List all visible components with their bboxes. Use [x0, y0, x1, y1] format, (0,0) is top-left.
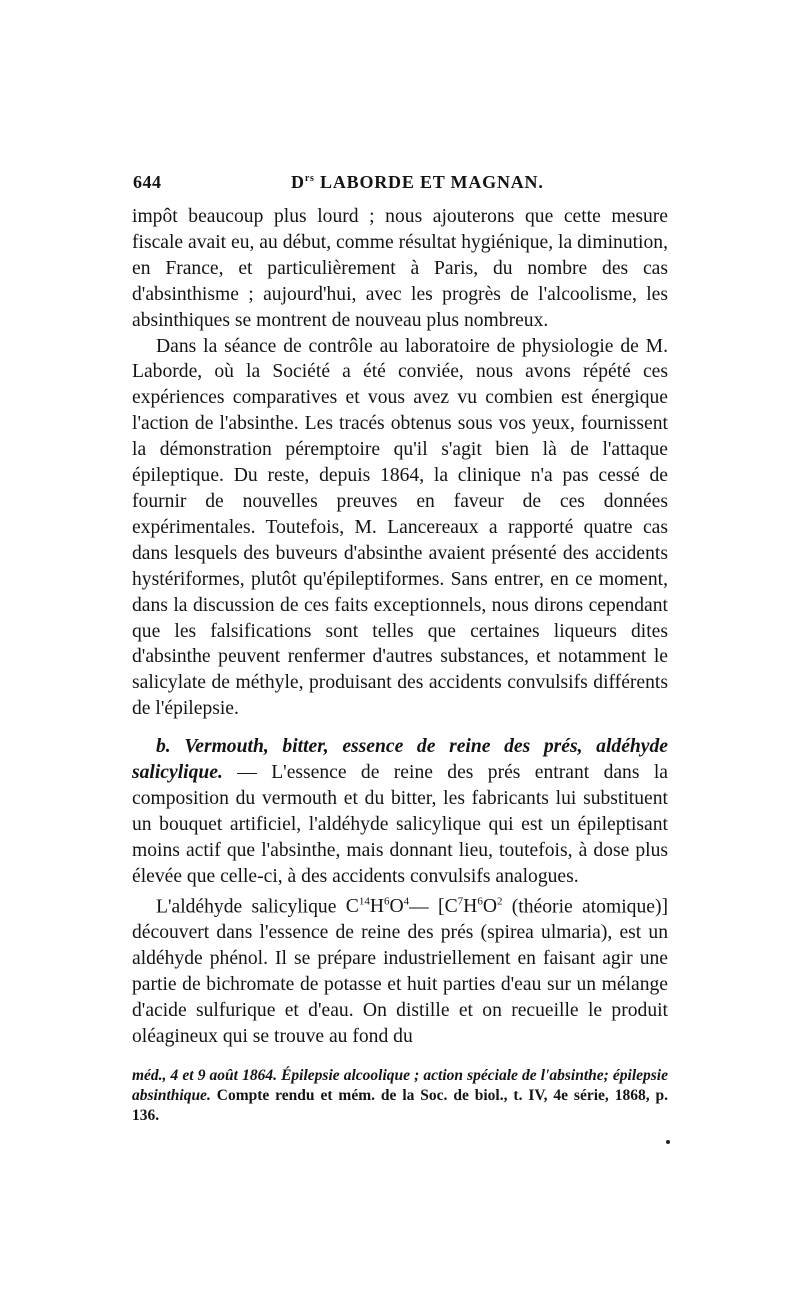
author-names: LABORDE ET MAGNAN.	[314, 172, 544, 192]
footnote-citation: Compte rendu et mém. de la Soc. de biol., t. IV, 4e série, 1868, p. 136.	[132, 1087, 668, 1124]
paragraph-3	[132, 734, 668, 889]
page-number: 644	[133, 172, 162, 192]
paragraph-4	[132, 890, 668, 1050]
chemical-formula-old: $C^{14}H^6O^4$	[345, 895, 410, 918]
ink-speck	[666, 1140, 670, 1144]
main-text	[132, 204, 668, 1050]
chemical-formula-atomic: $C^7H^6O^2$	[444, 895, 503, 918]
formula-note: (théorie atomique)]	[502, 896, 668, 918]
footnote-journal: méd., 4 et 9 août 1864.	[132, 1067, 282, 1084]
paragraph-2: Dans la séance de contrôle au laboratoire de physiologie de M. Laborde, où la Société a été conviée, nous avons répété ces expériences comparatives et vous avez vu combien est énergique l'action de l'absinthe. Les tracés obtenus sous vos yeux, fournissent la démonstration péremptoire qu'il s'agit bien là de l'attaque épileptique. Du reste, depuis 1864, la clinique n'a pas cessé de fournir de nouvelles preuves en faveur de ces données expérimentales. Toutefois, M. Lancereaux a rapporté quatre cas dans lesquels des buveurs d'absinthe avaient présenté des accidents hystériformes, plutôt qu'épileptiformes. Sans entrer, en ce moment, dans la discussion de ces faits exceptionnels, nous dirons cependant que les falsifications sont telles que certaines liqueurs dites d'absinthe peuvent renfermer d'autres substances, et notamment le salicylate de méthyle, produisant des accidents convulsifs différents de l'épilepsie.	[132, 335, 668, 720]
running-header	[133, 172, 667, 200]
section-heading: b. Vermouth, bitter, essence de reine des prés, aldéhyde salicylique.	[132, 736, 668, 784]
footnote	[132, 1066, 668, 1126]
paragraph-4-lead: L'aldéhyde salicylique	[156, 896, 346, 918]
author-prefix-sup: rs	[304, 173, 315, 184]
author-prefix: D	[291, 172, 305, 192]
formula-separator: — [	[409, 896, 445, 918]
paragraph-3-text: — L'essence de reine des prés entrant dans la composition du vermouth et du bitter, les fabricants lui substituent un bouquet artificiel, l'aldéhyde salicylique qui est un épileptisant moins actif que l'absinthe, mais donnant lieu, toutefois, à dose plus élevée que celle-ci, à des accidents convulsifs analogues.	[132, 762, 668, 887]
footnote-title: Épilepsie alcoolique ; action spéciale de l'absinthe; épilepsie absinthique.	[132, 1067, 668, 1104]
section-gap	[132, 722, 668, 734]
running-title	[291, 172, 544, 193]
paragraph-1: impôt beaucoup plus lourd ; nous ajouterons que cette mesure fiscale avait eu, au début, comme résultat hygiénique, la diminution, en France, et particulièrement à Paris, du nombre des cas d'absinthisme ; aujourd'hui, avec les progrès de l'alcoolisme, les absinthiques se montrent de nouveau plus nombreux.	[132, 206, 668, 331]
paragraph-4-text: découvert dans l'essence de reine des prés (spirea ulmaria), est un aldéhyde phénol. Il se prépare industriellement en faisant agir une partie de bichromate de potasse et huit parties d'eau sur un mélange d'acide sulfurique et d'eau. On distille et on recueille le produit oléagineux qui se trouve au fond du	[132, 922, 668, 1047]
